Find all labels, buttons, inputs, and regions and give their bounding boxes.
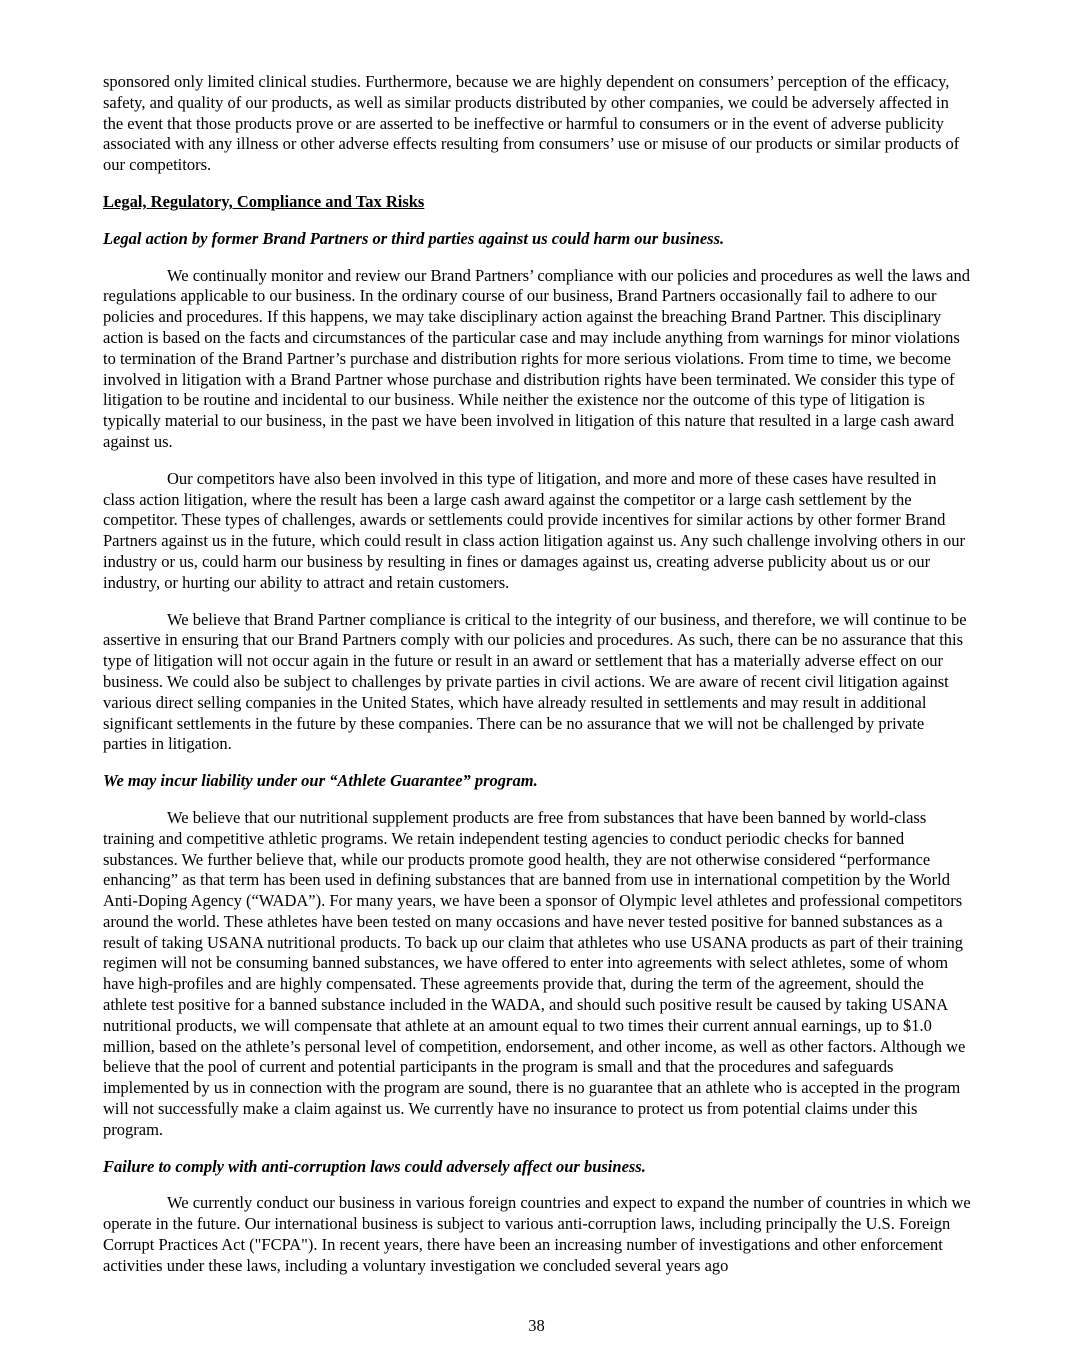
body-paragraph: We believe that our nutritional supplement products are free from substances that have been banned by world-class training and competitive athletic programs. We retain independent testing agencies to conduct periodic checks for banned substances. We further believe that, while our products promote good health, they are not otherwise considered “performance enhancing” as that term has been used in defining substances that are banned from use in international competition by the World Anti-Doping Agency (“WADA”). For many years, we have been a sponsor of Olympic level athletes and professional competitors around the world. These athletes have been tested on many occasions and have never tested positive for banned substances as a result of taking USANA nutritional products. To back up our claim that athletes who use USANA products as part of their training regimen will not be consuming banned substances, we have offered to enter into agreements with select athletes, some of whom have high-profiles and are highly compensated. These agreements provide that, during the term of the agreement, should the athlete test positive for a banned substance included in the WADA, and should such positive result be caused by taking USANA nutritional products, we will compensate that athlete at an amount equal to two times their current annual earnings, up to $1.0 million, based on the athlete’s personal level of competition, endorsement, and other income, as well as other factors. Although we believe that the pool of current and potential participants in the program is small and that the procedures and safeguards implemented by us in connection with the program are sound, there is no guarantee that an athlete who is accepted in the program will not successfully make a claim against us. We currently have no insurance to protect us from potential claims under this program. (103, 807, 966, 1139)
body-paragraph: We currently conduct our business in various foreign countries and expect to expand the number of countries in which we operate in the future. Our international business is subject to various anti-corruption laws, including principally the U.S. Foreign Corrupt Practices Act ("FCPA"). In recent years, there have been an increasing number of investigations and other enforcement activities under these laws, including a voluntary investigation we concluded several years ago (103, 1193, 971, 1275)
section-heading-legal-regulatory-compliance-tax: Legal, Regulatory, Compliance and Tax Risks (103, 191, 425, 211)
subheading-anti-corruption: Failure to comply with anti-corruption laws could adversely affect our business. (103, 1156, 646, 1176)
subheading-athlete-guarantee: We may incur liability under our “Athlete Guarantee” program. (103, 771, 538, 791)
continuation-paragraph: sponsored only limited clinical studies. Furthermore, because we are highly dependent on consumers’ perception of the efficacy, safety, and quality of our products, as well as similar products distributed by other companies, we could be adversely affected in the event that those products prove or are asserted to be ineffective or harmful to consumers or in the event of adverse publicity associated with any illness or other adverse effects resulting from consumers’ use or misuse of our products or similar products of our competitors. (103, 72, 960, 175)
body-paragraph: Our competitors have also been involved in this type of litigation, and more and more of these cases have resulted in class action litigation, where the result has been a large cash award against the competitor or a large cash settlement by the competitor. These types of challenges, awards or settlements could provide incentives for similar actions by other former Brand Partners against us in the future, which could result in class action litigation against us. Any such challenge involving others in our industry or us, could harm our business by resulting in fines or damages against us, creating adverse publicity about us or our industry, or hurting our ability to attract and retain customers. (103, 468, 965, 592)
body-paragraph: We believe that Brand Partner compliance is critical to the integrity of our business, and therefore, we will continue to be assertive in ensuring that our Brand Partners comply with our policies and procedures. As such, there can be no assurance that this type of litigation will not occur again in the future or result in an award or settlement that has a materially adverse effect on our business. We could also be subject to challenges by private parties in civil actions. We are aware of recent civil litigation against various direct selling companies in the United States, which have already resulted in settlements and may result in additional significant settlements in the future by these companies. There can be no assurance that we will not be challenged by private parties in litigation. (103, 609, 967, 754)
body-paragraph: We continually monitor and review our Brand Partners’ compliance with our policies and procedures as well the laws and regulations applicable to our business. In the ordinary course of our business, Brand Partners occasionally fail to adhere to our policies and procedures. If this happens, we may take disciplinary action against the breaching Brand Partner. This disciplinary action is based on the facts and circumstances of the particular case and may include anything from warnings for minor violations to termination of the Brand Partner’s purchase and distribution rights for more serious violations. From time to time, we become involved in litigation with a Brand Partner whose purchase and distribution rights have been terminated. We consider this type of litigation to be routine and incidental to our business. While neither the existence nor the outcome of this type of litigation is typically material to our business, in the past we have been involved in litigation of this nature that resulted in a large cash award against us. (103, 265, 970, 451)
subheading-legal-action: Legal action by former Brand Partners or third parties against us could harm our business. (103, 228, 725, 248)
page-number: 38 (528, 1316, 545, 1336)
